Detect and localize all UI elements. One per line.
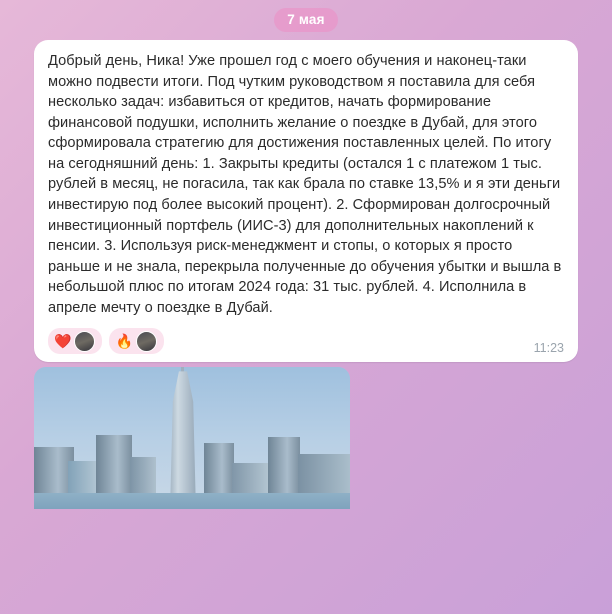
- photo-attachment[interactable]: [34, 367, 350, 509]
- message-timestamp: 11:23: [533, 341, 564, 356]
- waterfront: [34, 493, 350, 509]
- message-row: [0, 40, 612, 362]
- avatar: [136, 331, 157, 352]
- reactions-bar: [48, 328, 564, 354]
- avatar: [74, 331, 95, 352]
- fire-icon: 🔥: [115, 333, 133, 350]
- reaction-heart[interactable]: [48, 328, 102, 354]
- heart-icon: ❤️: [54, 333, 72, 350]
- message-bubble[interactable]: [34, 40, 578, 362]
- message-text: Добрый день, Ника! Уже прошел год с моего обучения и наконец-таки можно подвести итоги. Под чутким руководством я поставила для себя несколько задач: избавиться от кредитов, начать формирование финансовой подушки, исполнить желание о поездке в Дубай, для этого сформировала стратегию для достижения поставленных целей. По итогу на сегодняшний день: 1. Закрыты кредиты (остался 1 с платежом 1 тыс. рублей в месяц, не погасила, так как брала по ставке 13,5% и я эти деньги инвестирую под более высокий процент). 2. Сформирован долгосрочный инвестиционный портфель (ИИС-3) для дополнительных накоплений к пенсии. 3. Используя риск-менеджмент и стопы, о которых я просто раньше и не знала, перекрыла полученные до обучения убытки и вышла в небольшой плюс по итогам 2024 года: 31 тыс. рублей. 4. Исполнила в апреле мечту о поездке в Дубай.: [48, 53, 562, 316]
- date-separator: 7 мая: [274, 8, 337, 32]
- reaction-fire[interactable]: [109, 328, 163, 354]
- date-separator-row: [0, 0, 612, 40]
- photo-row: [0, 367, 612, 509]
